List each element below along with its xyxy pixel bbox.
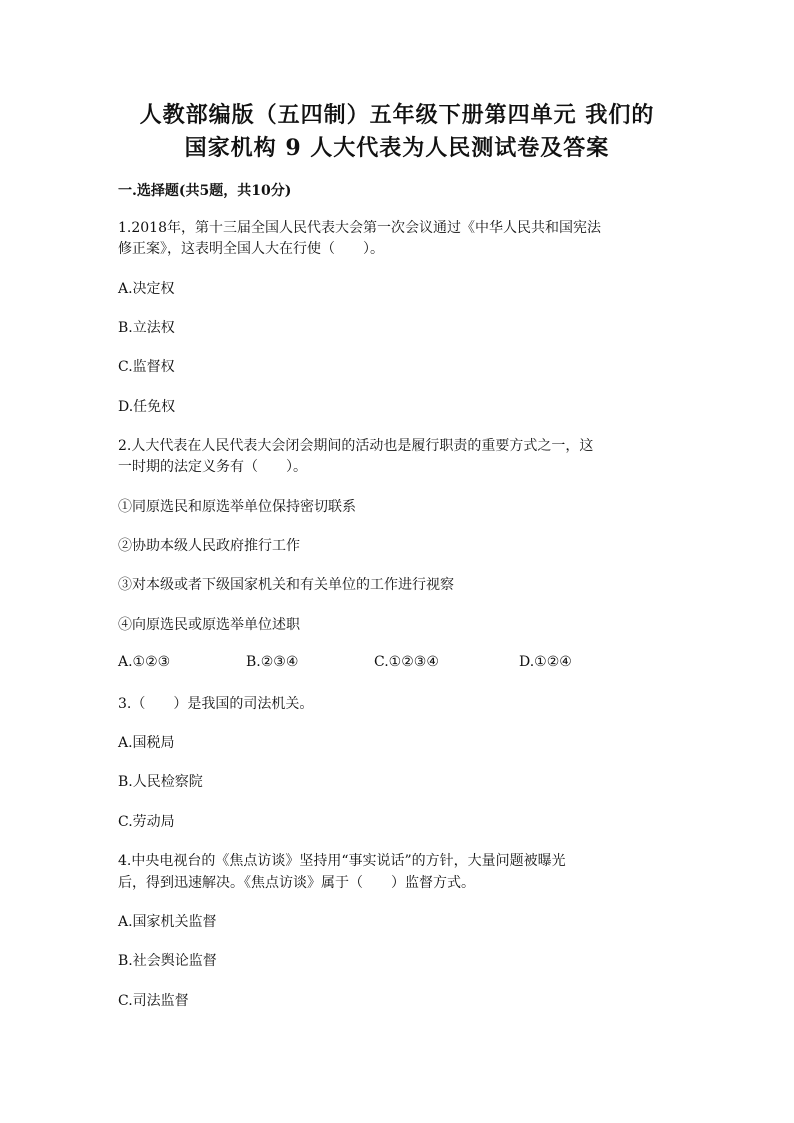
question-4-text-line-1: 4.中央电视台的《焦点访谈》坚持用“事实说话”的方针，大量问题被曝光 bbox=[118, 853, 566, 869]
question-1-option-a: A.决定权 bbox=[118, 281, 175, 297]
question-3-text: 3.（ ）是我国的司法机关。 bbox=[118, 696, 314, 712]
question-4-option-a: A.国家机关监督 bbox=[118, 914, 217, 930]
question-1-text-line-2: 修正案》，这表明全国人大在行使（ ）。 bbox=[118, 241, 384, 257]
exam-title-line-1: 人教部编版（五四制）五年级下册第四单元 我们的 bbox=[139, 102, 655, 128]
question-2-option-a: A.①②③ bbox=[118, 654, 171, 670]
question-2-text-line-1: 2.人大代表在人民代表大会闭会期间的活动也是履行职责的重要方式之一，这 bbox=[118, 438, 594, 454]
question-1-option-c: C.监督权 bbox=[118, 359, 175, 375]
question-2-option-c: C.①②③④ bbox=[374, 654, 439, 670]
question-2-item-1: ①同原选民和原选举单位保持密切联系 bbox=[118, 499, 356, 515]
question-4-text-line-2: 后，得到迅速解决。《焦点访谈》属于（ ）监督方式。 bbox=[118, 875, 475, 891]
question-2-item-2: ②协助本级人民政府推行工作 bbox=[118, 538, 300, 554]
question-3-option-a: A.国税局 bbox=[118, 735, 175, 751]
question-3-option-b: B.人民检察院 bbox=[118, 774, 203, 790]
question-1-text-line-1: 1.2018年，第十三届全国人民代表大会第一次会议通过《中华人民共和国宪法 bbox=[118, 220, 601, 236]
question-1-option-b: B.立法权 bbox=[118, 320, 175, 336]
question-2-options-row bbox=[118, 654, 678, 674]
question-4-option-c: C.司法监督 bbox=[118, 993, 189, 1009]
question-2-text-line-2: 一时期的法定义务有（ ）。 bbox=[118, 459, 307, 475]
question-2-option-b: B.②③④ bbox=[246, 654, 299, 670]
exam-title-line-2: 国家机构 9 人大代表为人民测试卷及答案 bbox=[184, 135, 610, 161]
question-1-option-d: D.任免权 bbox=[118, 399, 176, 415]
question-3-option-c: C.劳动局 bbox=[118, 814, 175, 830]
section-heading: 一.选择题(共5题，共10分) bbox=[118, 183, 292, 199]
question-2-option-d: D.①②④ bbox=[519, 654, 572, 670]
question-2-item-4: ④向原选民或原选举单位述职 bbox=[118, 617, 300, 633]
question-2-item-3: ③对本级或者下级国家机关和有关单位的工作进行视察 bbox=[118, 577, 454, 593]
question-4-option-b: B.社会舆论监督 bbox=[118, 953, 217, 969]
